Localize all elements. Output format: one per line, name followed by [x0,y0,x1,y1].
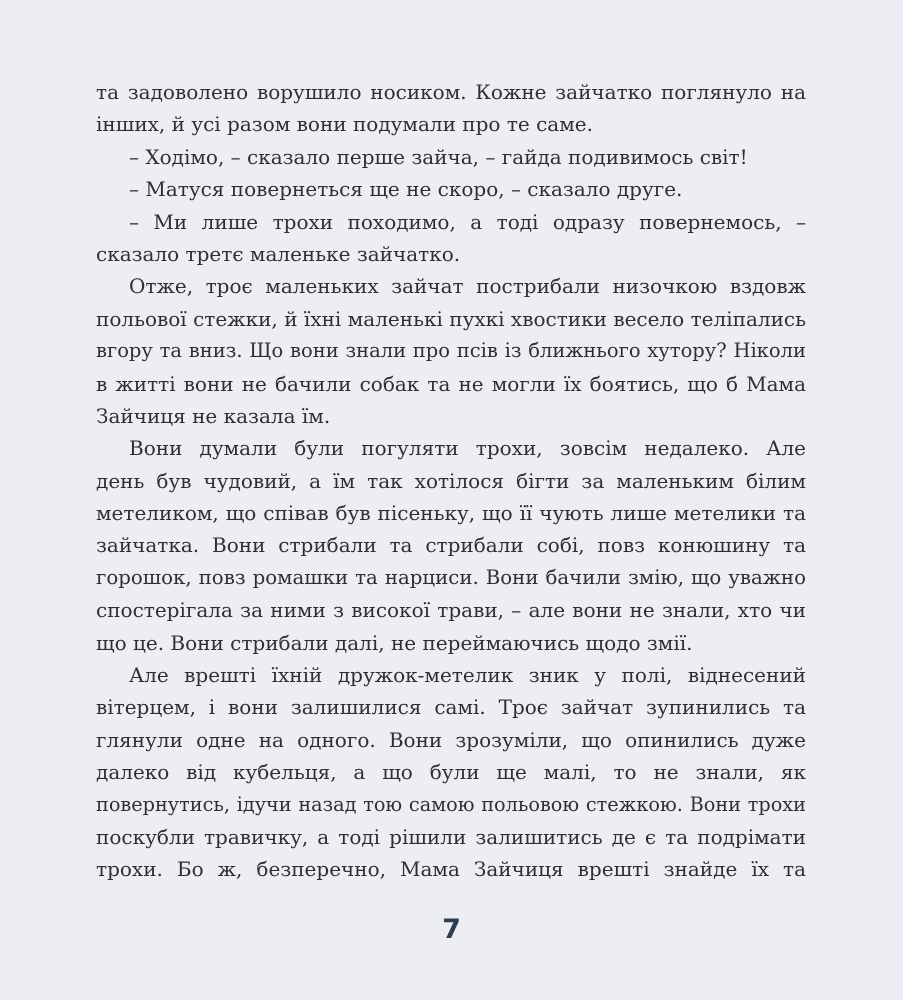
text-line: в житті вони не бачили собак та не могли їх боятись, що б Мама [96,371,806,396]
text-line: що це. Вони стрибали далі, не переймаючись щодо змії. [96,630,693,655]
text-line: Але врешті їхній дружок-метелик зник у полі, віднесений [129,663,806,688]
text-line: та задоволено ворушило носиком. Кожне зайчатко поглянуло на [96,80,806,104]
text-line: Вони думали були погуляти трохи, зовсім недалеко. Але [129,436,806,461]
text-line: спостерігала за ними з високої трави, – але вони не знали, хто чи [96,598,806,623]
text-line: інших, й усі разом вони подумали про те саме. [96,112,593,137]
text-line: – Ми лише трохи походимо, а тоді одразу повернемось, – [129,209,806,234]
text-line: поскубли травичку, а тоді рішили залишитись де є та подрімати [96,824,806,849]
text-line: день був чудовий, а їм так хотілося бігти за маленьким білим [96,468,806,493]
text-line: Зайчиця не казала їм. [96,403,331,428]
story-text [96,76,806,886]
text-line: польової стежки, й їхні маленькі пухкі хвостики весело теліпались [96,306,806,331]
text-line: далеко від кубельця, а що були ще малі, то не знали, як [96,760,806,785]
text-line: зайчатка. Вони стрибали та стрибали собі, повз конюшину та [96,533,806,558]
text-line: вітерцем, і вони залишилися самі. Троє зайчат зупинились та [96,695,806,720]
text-line: сказало третє маленьке зайчатко. [96,241,461,266]
text-line: – Матуся повернеться ще не скоро, – сказало друге. [129,177,683,202]
text-line: Отже, троє маленьких зайчат пострибали низочкою вздовж [129,274,806,299]
text-line: трохи. Бо ж, безперечно, Мама Зайчиця врешті знайде їх та [96,857,806,882]
text-line: глянули одне на одного. Вони зрозуміли, що опинились дуже [96,727,806,752]
text-line: горошок, повз ромашки та нарциси. Вони бачили змію, що уважно [96,565,806,589]
page-number: 7 [442,914,461,945]
text-line: повернутись, ідучи назад тою самою польовою стежкою. Вони трохи [96,792,806,816]
text-line: – Ходімо, – сказало перше зайча, – гайда подивимось світ! [129,144,748,169]
text-line: метеликом, що співав був пісеньку, що її чують лише метелики та [96,501,806,526]
text-line: вгору та вниз. Що вони знали про псів із ближнього хутору? Ніколи [96,339,806,363]
